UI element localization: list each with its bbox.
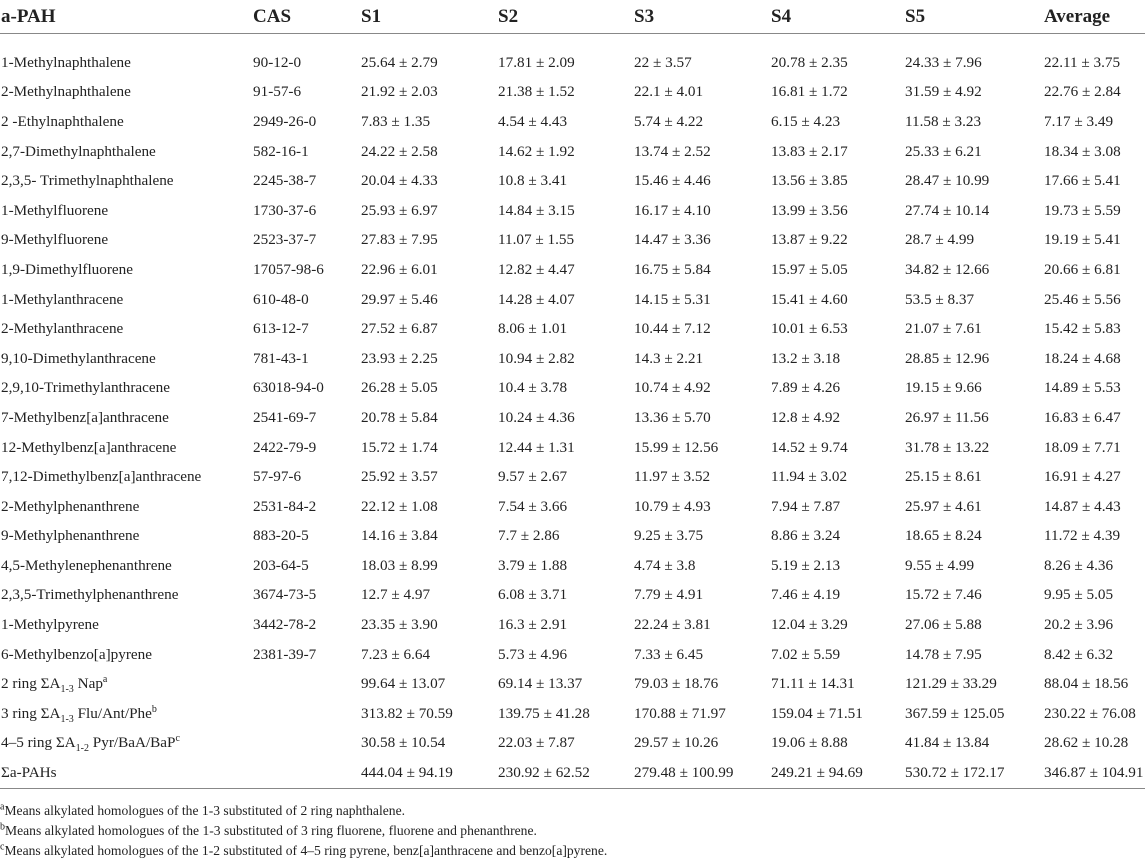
value-s1: 23.35 ± 3.90 <box>361 616 438 634</box>
table-row <box>0 492 1145 522</box>
table-row <box>0 551 1145 581</box>
cas-number: 90-12-0 <box>253 53 302 71</box>
header-s3: S3 <box>633 0 770 34</box>
sum-label-text: 4–5 ring ΣA <box>1 734 76 752</box>
cas-number: 57-97-6 <box>253 468 302 486</box>
value-s4: 13.2 ± 3.18 <box>771 349 841 367</box>
value-s2: 21.38 ± 1.52 <box>498 83 575 101</box>
cas-number: 3674-73-5 <box>253 586 317 604</box>
cas-number <box>252 699 360 729</box>
compound-name: 1-Methylpyrene <box>1 616 99 634</box>
value-s1: 12.7 ± 4.97 <box>361 586 431 604</box>
compound-name: 2 -Ethylnaphthalene <box>1 112 124 130</box>
sum-row <box>0 729 1145 759</box>
cas-number: 883-20-5 <box>253 527 309 545</box>
value-s3: 79.03 ± 18.76 <box>634 675 719 693</box>
table-row <box>0 226 1145 256</box>
value-s2: 9.57 ± 2.67 <box>498 468 568 486</box>
value-s2: 4.54 ± 4.43 <box>498 112 568 130</box>
table-row <box>0 137 1145 167</box>
value-average: 25.46 ± 5.56 <box>1044 290 1121 308</box>
value-s1: 29.97 ± 5.46 <box>361 290 438 308</box>
value-s4: 16.81 ± 1.72 <box>771 83 848 101</box>
value-s5: 9.55 ± 4.99 <box>905 556 975 574</box>
sum-label-suffix: Nap <box>73 675 103 693</box>
header-s1: S1 <box>360 0 497 34</box>
value-s2: 3.79 ± 1.88 <box>498 556 568 574</box>
footnote-mark: a <box>0 801 5 813</box>
value-s1: 22.96 ± 6.01 <box>361 260 438 278</box>
value-s4: 19.06 ± 8.88 <box>771 734 848 752</box>
value-s4: 13.56 ± 3.85 <box>771 172 848 190</box>
value-s3: 16.17 ± 4.10 <box>634 201 711 219</box>
footnote-mark: c <box>175 733 180 745</box>
value-s5: 530.72 ± 172.17 <box>904 758 1043 788</box>
cas-number: 3442-78-2 <box>253 616 317 634</box>
value-s1: 24.22 ± 2.58 <box>361 142 438 160</box>
sum-row <box>0 669 1145 699</box>
value-average: 19.19 ± 5.41 <box>1044 231 1121 249</box>
compound-name: 1-Methylfluorene <box>1 201 109 219</box>
cas-number: 91-57-6 <box>253 83 302 101</box>
value-s3: 11.97 ± 3.52 <box>634 468 711 486</box>
value-s2: 6.08 ± 3.71 <box>498 586 568 604</box>
cas-number: 2523-37-7 <box>253 231 317 249</box>
sum-label-subscript: 1-3 <box>60 713 74 725</box>
sum-label-subscript: 1-2 <box>75 743 89 755</box>
value-s3: 7.79 ± 4.91 <box>634 586 704 604</box>
table-row <box>0 314 1145 344</box>
table-row <box>0 344 1145 374</box>
value-s3: 10.79 ± 4.93 <box>634 497 711 515</box>
sum-label-suffix: Pyr/BaA/BaP <box>89 734 176 752</box>
value-average: 28.62 ± 10.28 <box>1044 734 1129 752</box>
value-s2: 22.03 ± 7.87 <box>498 734 575 752</box>
header-s5: S5 <box>904 0 1043 34</box>
value-average: 18.24 ± 4.68 <box>1044 349 1121 367</box>
value-average: 11.72 ± 4.39 <box>1044 527 1121 545</box>
sum-label <box>0 699 252 729</box>
value-s1: 99.64 ± 13.07 <box>361 675 446 693</box>
cas-number: 582-16-1 <box>253 142 309 160</box>
cas-number: 1730-37-6 <box>253 201 317 219</box>
cas-number: 2949-26-0 <box>253 112 317 130</box>
value-average: 8.42 ± 6.32 <box>1044 645 1114 663</box>
value-s2: 11.07 ± 1.55 <box>498 231 575 249</box>
value-s1: 22.12 ± 1.08 <box>361 497 438 515</box>
table-row <box>0 255 1145 285</box>
value-s3: 7.33 ± 6.45 <box>634 645 704 663</box>
value-s1: 15.72 ± 1.74 <box>361 438 438 456</box>
value-s1: 21.92 ± 2.03 <box>361 83 438 101</box>
sum-label <box>0 758 252 788</box>
table-row <box>0 374 1145 404</box>
value-average: 9.95 ± 5.05 <box>1044 586 1114 604</box>
value-s4: 12.04 ± 3.29 <box>771 616 848 634</box>
value-s5: 53.5 ± 8.37 <box>905 290 975 308</box>
value-s2: 10.94 ± 2.82 <box>498 349 575 367</box>
compound-name: 4,5-Methylenephenanthrene <box>1 556 172 574</box>
value-s1: 25.93 ± 6.97 <box>361 201 438 219</box>
value-average: 17.66 ± 5.41 <box>1044 172 1121 190</box>
value-s4: 12.8 ± 4.92 <box>771 408 841 426</box>
value-s4: 5.19 ± 2.13 <box>771 556 841 574</box>
footnote-text: Means alkylated homologues of the 1-3 substituted of 3 ring fluorene, fluorene and phenanthrene. <box>5 823 537 838</box>
value-s1: 313.82 ± 70.59 <box>361 704 453 722</box>
value-s5: 14.78 ± 7.95 <box>905 645 982 663</box>
value-s1: 25.92 ± 3.57 <box>361 468 438 486</box>
compound-name: 2,3,5-Trimethylphenanthrene <box>1 586 179 604</box>
sum-label-text: 2 ring ΣA <box>1 675 61 693</box>
table-row <box>0 640 1145 670</box>
value-s5: 25.97 ± 4.61 <box>905 497 982 515</box>
value-s1: 27.52 ± 6.87 <box>361 320 438 338</box>
table-footnotes <box>0 801 607 861</box>
value-s3: 14.3 ± 2.21 <box>634 349 704 367</box>
value-s2: 14.28 ± 4.07 <box>498 290 575 308</box>
table-row <box>0 196 1145 226</box>
value-s2: 10.8 ± 3.41 <box>498 172 568 190</box>
value-s2: 12.44 ± 1.31 <box>498 438 575 456</box>
cas-number <box>252 729 360 759</box>
value-average: 14.89 ± 5.53 <box>1044 379 1121 397</box>
compound-name: 7,12-Dimethylbenz[a]anthracene <box>1 468 202 486</box>
cas-number: 610-48-0 <box>253 290 309 308</box>
compound-name: 2,3,5- Trimethylnaphthalene <box>1 172 174 190</box>
value-s3: 9.25 ± 3.75 <box>634 527 704 545</box>
value-s3: 4.74 ± 3.8 <box>634 556 696 574</box>
value-average: 88.04 ± 18.56 <box>1044 675 1129 693</box>
header-apah: a-PAH <box>0 0 252 34</box>
value-s2: 12.82 ± 4.47 <box>498 260 575 278</box>
sum-row <box>0 699 1145 729</box>
footnote-mark: c <box>0 841 5 853</box>
compound-name: 1,9-Dimethylfluorene <box>1 260 134 278</box>
value-s5: 367.59 ± 125.05 <box>905 704 1005 722</box>
sum-label-subscript: 1-3 <box>60 684 74 696</box>
cas-number: 2381-39-7 <box>253 645 317 663</box>
value-s1: 444.04 ± 94.19 <box>360 758 497 788</box>
sum-label-text: 3 ring ΣA <box>1 704 61 722</box>
sum-label <box>0 669 252 699</box>
value-s4: 8.86 ± 3.24 <box>771 527 841 545</box>
compound-name: 1-Methylnaphthalene <box>1 53 131 71</box>
value-average: 14.87 ± 4.43 <box>1044 497 1121 515</box>
value-s4: 15.97 ± 5.05 <box>771 260 848 278</box>
value-s5: 25.33 ± 6.21 <box>905 142 982 160</box>
table-header <box>0 0 1145 34</box>
value-average: 15.42 ± 5.83 <box>1044 320 1121 338</box>
value-s2: 5.73 ± 4.96 <box>498 645 568 663</box>
cas-number: 2541-69-7 <box>253 408 317 426</box>
table-row <box>0 403 1145 433</box>
value-s2: 7.7 ± 2.86 <box>498 527 560 545</box>
value-s3: 279.48 ± 100.99 <box>633 758 770 788</box>
value-s1: 25.64 ± 2.79 <box>361 53 438 71</box>
value-s4: 11.94 ± 3.02 <box>771 468 848 486</box>
value-s3: 5.74 ± 4.22 <box>634 112 704 130</box>
compound-name: 2,7-Dimethylnaphthalene <box>1 142 156 160</box>
value-s5: 34.82 ± 12.66 <box>905 260 990 278</box>
value-s5: 24.33 ± 7.96 <box>905 53 982 71</box>
value-s1: 20.04 ± 4.33 <box>361 172 438 190</box>
value-s5: 41.84 ± 13.84 <box>905 734 990 752</box>
value-average: 19.73 ± 5.59 <box>1044 201 1121 219</box>
value-s3: 15.46 ± 4.46 <box>634 172 711 190</box>
header-cas: CAS <box>252 0 360 34</box>
cas-number: 203-64-5 <box>253 556 309 574</box>
value-s5: 19.15 ± 9.66 <box>905 379 982 397</box>
value-average: 16.91 ± 4.27 <box>1044 468 1121 486</box>
value-s4: 7.46 ± 4.19 <box>771 586 841 604</box>
cas-number <box>252 758 360 788</box>
sum-label <box>0 729 252 759</box>
sum-label-text: Σa-PAHs <box>1 764 57 782</box>
compound-name: 1-Methylanthracene <box>1 290 124 308</box>
value-s1: 7.23 ± 6.64 <box>361 645 431 663</box>
value-s1: 23.93 ± 2.25 <box>361 349 438 367</box>
value-s1: 26.28 ± 5.05 <box>361 379 438 397</box>
header-average: Average <box>1043 0 1145 34</box>
value-s2: 230.92 ± 62.52 <box>497 758 633 788</box>
footnote-text: Means alkylated homologues of the 1-2 substituted of 4–5 ring pyrene, benz[a]anthracene and benzo[a]pyrene. <box>4 843 608 858</box>
value-average: 16.83 ± 6.47 <box>1044 408 1121 426</box>
sum-label-suffix: Flu/Ant/Phe <box>73 704 152 722</box>
cas-number: 613-12-7 <box>253 320 309 338</box>
value-s3: 29.57 ± 10.26 <box>634 734 719 752</box>
cas-number: 2245-38-7 <box>253 172 317 190</box>
value-s3: 10.44 ± 7.12 <box>634 320 711 338</box>
value-s4: 14.52 ± 9.74 <box>771 438 848 456</box>
value-s5: 11.58 ± 3.23 <box>905 112 982 130</box>
table-row <box>0 285 1145 315</box>
value-s1: 14.16 ± 3.84 <box>361 527 438 545</box>
value-s3: 170.88 ± 71.97 <box>634 704 726 722</box>
value-s2: 16.3 ± 2.91 <box>498 616 568 634</box>
value-average: 18.34 ± 3.08 <box>1044 142 1121 160</box>
value-s5: 121.29 ± 33.29 <box>905 675 997 693</box>
table-row <box>0 462 1145 492</box>
value-s1: 30.58 ± 10.54 <box>361 734 446 752</box>
value-s3: 22.1 ± 4.01 <box>634 83 704 101</box>
value-s3: 16.75 ± 5.84 <box>634 260 711 278</box>
value-s2: 7.54 ± 3.66 <box>498 497 568 515</box>
compound-name: 6-Methylbenzo[a]pyrene <box>1 645 152 663</box>
footnote <box>0 841 607 861</box>
value-s2: 8.06 ± 1.01 <box>498 320 568 338</box>
value-average: 22.11 ± 3.75 <box>1044 53 1121 71</box>
value-s3: 14.15 ± 5.31 <box>634 290 711 308</box>
compound-name: 12-Methylbenz[a]anthracene <box>1 438 177 456</box>
value-s4: 6.15 ± 4.23 <box>771 112 841 130</box>
value-average: 20.66 ± 6.81 <box>1044 260 1121 278</box>
value-s2: 14.84 ± 3.15 <box>498 201 575 219</box>
cas-number: 2422-79-9 <box>253 438 317 456</box>
value-s5: 25.15 ± 8.61 <box>905 468 982 486</box>
value-s4: 7.89 ± 4.26 <box>771 379 841 397</box>
value-s5: 31.59 ± 4.92 <box>905 83 982 101</box>
value-average: 230.22 ± 76.08 <box>1044 704 1136 722</box>
value-s4: 249.21 ± 94.69 <box>770 758 904 788</box>
table-body <box>0 34 1145 789</box>
value-s4: 13.83 ± 2.17 <box>771 142 848 160</box>
value-s4: 159.04 ± 71.51 <box>771 704 863 722</box>
compound-name: 9-Methylfluorene <box>1 231 109 249</box>
compound-name: 2-Methylphenanthrene <box>1 497 140 515</box>
value-s2: 17.81 ± 2.09 <box>498 53 575 71</box>
value-s5: 27.06 ± 5.88 <box>905 616 982 634</box>
sum-row-total <box>0 758 1145 788</box>
table-row <box>0 522 1145 552</box>
value-s3: 13.74 ± 2.52 <box>634 142 711 160</box>
value-s2: 10.24 ± 4.36 <box>498 408 575 426</box>
value-s2: 10.4 ± 3.78 <box>498 379 568 397</box>
value-average: 18.09 ± 7.71 <box>1044 438 1121 456</box>
footnote-mark: b <box>151 703 157 715</box>
cas-number: 17057-98-6 <box>253 260 324 278</box>
value-s4: 15.41 ± 4.60 <box>771 290 848 308</box>
value-s1: 20.78 ± 5.84 <box>361 408 438 426</box>
value-s4: 7.94 ± 7.87 <box>771 497 841 515</box>
value-s4: 20.78 ± 2.35 <box>771 53 848 71</box>
footnote-mark: a <box>102 674 108 686</box>
header-s2: S2 <box>497 0 633 34</box>
header-s4: S4 <box>770 0 904 34</box>
value-s2: 69.14 ± 13.37 <box>498 675 583 693</box>
value-average: 22.76 ± 2.84 <box>1044 83 1121 101</box>
compound-name: 9-Methylphenanthrene <box>1 527 140 545</box>
footnote <box>0 801 607 821</box>
value-s5: 18.65 ± 8.24 <box>905 527 982 545</box>
value-s3: 22.24 ± 3.81 <box>634 616 711 634</box>
value-s2: 14.62 ± 1.92 <box>498 142 575 160</box>
table-row <box>0 610 1145 640</box>
compound-name: 2,9,10-Trimethylanthracene <box>1 379 170 397</box>
compound-name: 2-Methylanthracene <box>1 320 124 338</box>
footnote-text: Means alkylated homologues of the 1-3 substituted of 2 ring naphthalene. <box>4 803 406 818</box>
value-s3: 10.74 ± 4.92 <box>634 379 711 397</box>
value-average: 20.2 ± 3.96 <box>1044 616 1114 634</box>
value-s5: 26.97 ± 11.56 <box>905 408 989 426</box>
value-average: 8.26 ± 4.36 <box>1044 556 1114 574</box>
compound-name: 9,10-Dimethylanthracene <box>1 349 156 367</box>
footnote <box>0 821 607 841</box>
table-row <box>0 34 1145 78</box>
value-s3: 22 ± 3.57 <box>634 53 692 71</box>
value-s3: 15.99 ± 12.56 <box>634 438 719 456</box>
value-s1: 7.83 ± 1.35 <box>361 112 431 130</box>
value-average: 7.17 ± 3.49 <box>1044 112 1114 130</box>
value-s5: 27.74 ± 10.14 <box>905 201 990 219</box>
value-average: 346.87 ± 104.91 <box>1043 758 1145 788</box>
value-s5: 28.85 ± 12.96 <box>905 349 990 367</box>
compound-name: 2-Methylnaphthalene <box>1 83 131 101</box>
table-row <box>0 78 1145 108</box>
header-row <box>0 0 1145 34</box>
value-s2: 139.75 ± 41.28 <box>498 704 590 722</box>
compound-name: 7-Methylbenz[a]anthracene <box>1 408 169 426</box>
cas-number: 781-43-1 <box>253 349 309 367</box>
value-s5: 28.7 ± 4.99 <box>905 231 975 249</box>
table-row <box>0 433 1145 463</box>
table-row <box>0 166 1145 196</box>
value-s4: 13.99 ± 3.56 <box>771 201 848 219</box>
footnote-mark: b <box>0 821 5 833</box>
value-s3: 13.36 ± 5.70 <box>634 408 711 426</box>
value-s4: 71.11 ± 14.31 <box>771 675 855 693</box>
table-row <box>0 581 1145 611</box>
value-s1: 18.03 ± 8.99 <box>361 556 438 574</box>
value-s4: 10.01 ± 6.53 <box>771 320 848 338</box>
value-s4: 7.02 ± 5.59 <box>771 645 841 663</box>
cas-number: 2531-84-2 <box>253 497 317 515</box>
table-row <box>0 107 1145 137</box>
cas-number <box>252 669 360 699</box>
value-s5: 31.78 ± 13.22 <box>905 438 990 456</box>
value-s3: 14.47 ± 3.36 <box>634 231 711 249</box>
cas-number: 63018-94-0 <box>253 379 324 397</box>
value-s5: 21.07 ± 7.61 <box>905 320 982 338</box>
value-s5: 15.72 ± 7.46 <box>905 586 982 604</box>
value-s1: 27.83 ± 7.95 <box>361 231 438 249</box>
value-s5: 28.47 ± 10.99 <box>905 172 990 190</box>
value-s4: 13.87 ± 9.22 <box>771 231 848 249</box>
